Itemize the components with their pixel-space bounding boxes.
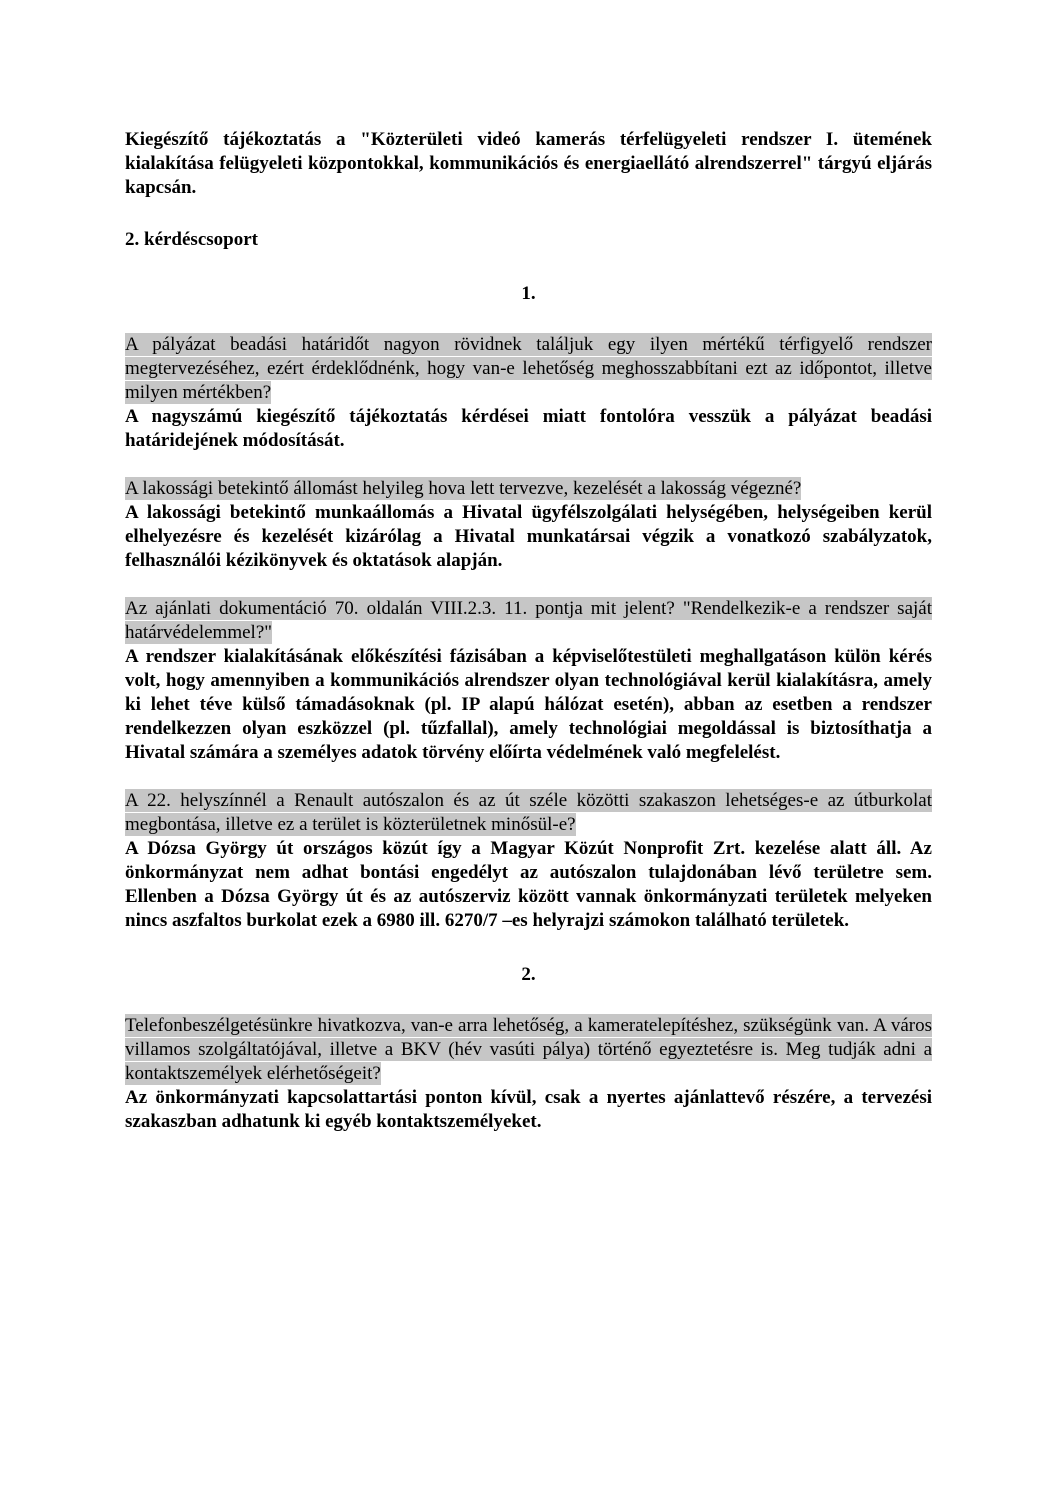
answer-paragraph-4: A Dózsa György út országos közút így a Magyar Közút Nonprofit Zrt. kezelése alatt áll. Az önkormányzat nem adhat bontási engedélyt az autószalon tulajdonában lévő területre sem. Ellenben a Dózsa György út és az autószerviz között vannak önkormányzati területek melyeken nincs aszfaltos burkolat ezek a 6980 ill. 6270/7 –es helyrajzi számokon található területek. bbox=[125, 838, 932, 931]
question-group-heading: 2. kérdéscsoport bbox=[125, 229, 258, 250]
answer-paragraph-3: A rendszer kialakításának előkészítési fázisában a képviselőtestületi meghallgatáson külön kérés volt, hogy amennyiben a kommunikációs alrendszer olyan technológiával kerül kialakításra, amely ki lehet téve külső támadásoknak (pl. IP alapú hálózat esetén), abban az esetben a rendszer rendelkezzen olyan eszközzel (pl. tűzfallal), amely technológiai megoldással is biztosíthatja a Hivatal számára a személyes adatok törvény előírta védelmének való megfelelést. bbox=[125, 646, 932, 763]
section-2-number: 2. bbox=[521, 964, 536, 985]
answer-paragraph-1: A nagyszámú kiegészítő tájékoztatás kérdései miatt fontolóra vesszük a pályázat beadási határidejének módosítását. bbox=[125, 406, 932, 451]
question-paragraph-4 bbox=[125, 789, 932, 837]
answer-paragraph-2: A lakossági betekintő munkaállomás a Hivatal ügyfélszolgálati helységében, helységeiben kerül elhelyezésre és kezelését kizárólag a Hivatal munkatársai végzik a vonatkozó szabályzatok, felhasználói kézikönyvek és oktatások alapján. bbox=[125, 502, 932, 571]
question-paragraph-3 bbox=[125, 597, 932, 645]
question-paragraph-5 bbox=[125, 1014, 932, 1086]
question-highlight-1: A pályázat beadási határidőt nagyon rövidnek találjuk egy ilyen mértékű térfigyelő rendszer megtervezéséhez, ezért érdeklődnénk, hogy van-e lehetőség meghosszabbítani ezt az időpontot, illetve milyen mértékben? bbox=[125, 334, 932, 403]
section-1-number: 1. bbox=[521, 283, 536, 304]
document-title: Kiegészítő tájékoztatás a "Közterületi videó kamerás térfelügyeleti rendszer I. ütemének kialakítása felügyeleti központokkal, kommunikációs és energiaellátó alrendszerrel" tárgyú eljárás kapcsán. bbox=[125, 129, 932, 198]
qa-block-4 bbox=[125, 789, 932, 933]
qa-block-2 bbox=[125, 477, 932, 573]
question-paragraph-1 bbox=[125, 333, 932, 405]
question-paragraph-2 bbox=[125, 477, 932, 501]
qa-block-5 bbox=[125, 1014, 932, 1134]
question-highlight-3: Az ajánlati dokumentáció 70. oldalán VIII.2.3. 11. pontja mit jelent? "Rendelkezik-e a rendszer saját határvédelemmel?" bbox=[125, 598, 932, 643]
question-highlight-4: A 22. helyszínnél a Renault autószalon és az út széle közötti szakaszon lehetséges-e az útburkolat megbontása, illetve ez a terület is közterületnek minősül-e? bbox=[125, 790, 932, 835]
question-highlight-5: Telefonbeszélgetésünkre hivatkozva, van-e arra lehetőség, a kameratelepítéshez, szükségünk van. A város villamos szolgáltatójával, illetve a BKV (hév vasúti pálya) történő egyeztetésre is. Meg tudják adni a kontaktszemélyek elérhetőségeit? bbox=[125, 1015, 932, 1084]
question-highlight-2: A lakossági betekintő állomást helyileg hova lett tervezve, kezelését a lakosság végezné? bbox=[125, 478, 802, 499]
qa-block-3 bbox=[125, 597, 932, 765]
answer-paragraph-5: Az önkormányzati kapcsolattartási ponton kívül, csak a nyertes ajánlattevő részére, a tervezési szakaszban adhatunk ki egyéb kontaktszemélyeket. bbox=[125, 1087, 932, 1132]
qa-block-1 bbox=[125, 333, 932, 453]
